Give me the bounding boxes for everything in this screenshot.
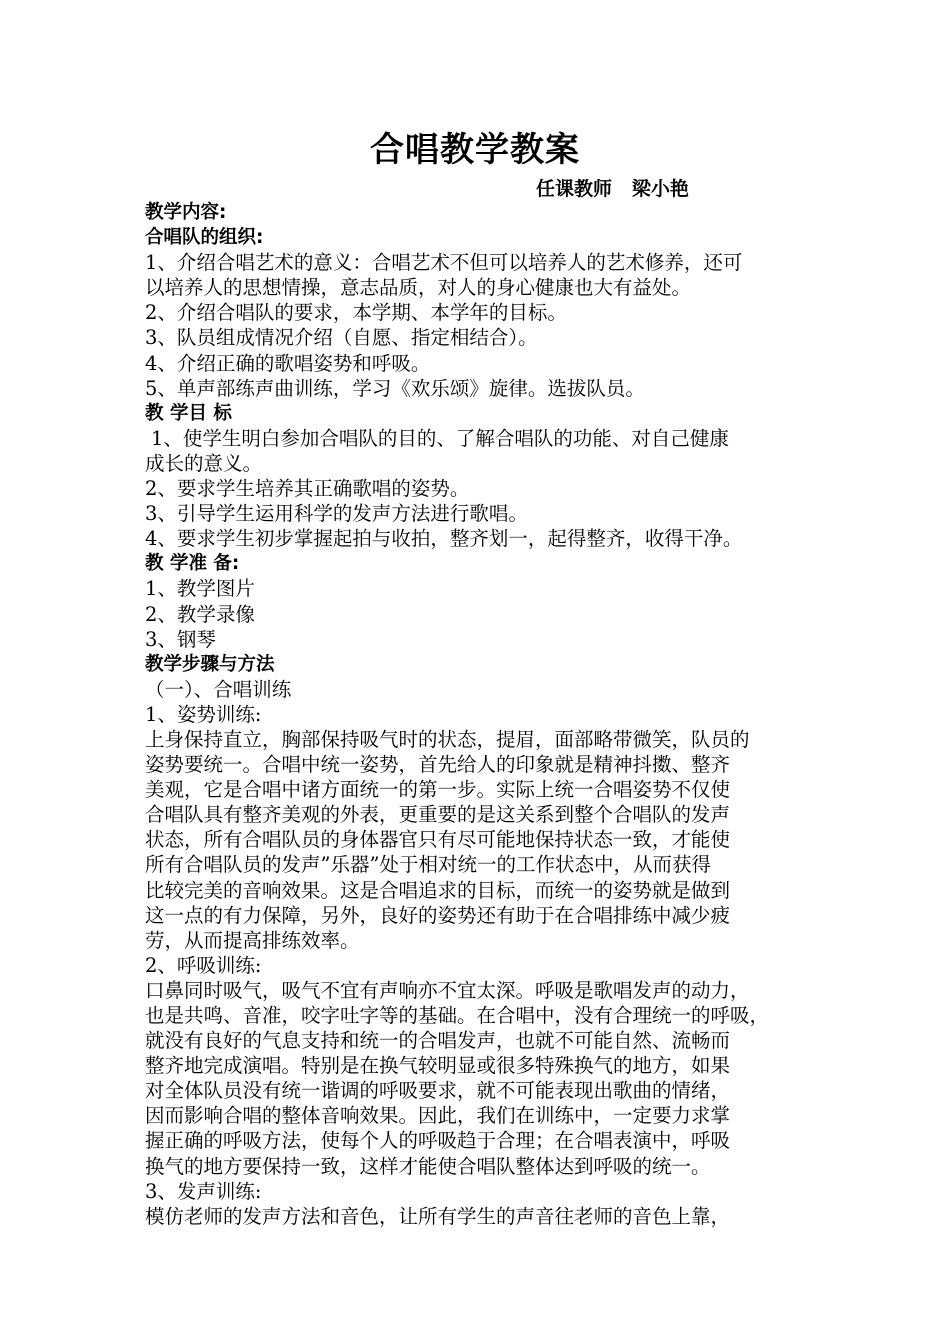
- body-text-line: 2、呼吸训练:: [145, 953, 262, 977]
- body-text-line: 换气的地方要保持一致，这样才能使合唱队整体达到呼吸的统一。: [145, 1154, 711, 1178]
- body-text-line: 1、介绍合唱艺术的意义：合唱艺术不但可以培养人的艺术修养，还可: [145, 251, 743, 275]
- body-text-line: 2、要求学生培养其正确歌唱的姿势。: [145, 477, 470, 501]
- section-heading: 教学步骤与方法: [145, 653, 275, 675]
- body-text-line: 美观，它是合唱中诸方面统一的第一步。实际上统一合唱姿势不仅使: [145, 778, 731, 802]
- body-text-line: 3、钢琴: [145, 627, 216, 651]
- body-text-line: 比较完美的音响效果。这是合唱追求的目标，而统一的姿势就是做到: [145, 878, 731, 902]
- body-text-line: 因而影响合唱的整体音响效果。因此，我们在训练中，一定要力求掌: [145, 1104, 731, 1128]
- body-text-line: 整齐地完成演唱。特别是在换气较明显或很多特殊换气的地方，如果: [145, 1054, 731, 1078]
- body-text-line: （一）、合唱训练: [145, 677, 292, 701]
- body-text-line: 合唱队具有整齐美观的外表，更重要的是这关系到整个合唱队的发声: [145, 803, 731, 827]
- body-text-line: 1、姿势训练:: [145, 702, 262, 726]
- section-heading: 教学内容:: [145, 202, 227, 223]
- body-text-line: 模仿老师的发声方法和音色，让所有学生的声音往老师的音色上靠，: [145, 1204, 731, 1228]
- body-text-line: 5、单声部练声曲训练，学习《欢乐颂》旋律。选拔队员。: [145, 376, 645, 400]
- body-text-line: 3、队员组成情况介绍（自愿、指定相结合）。: [145, 326, 538, 350]
- author-line: 任课教师 梁小艳: [536, 178, 689, 200]
- body-text-line: 所有合唱队员的发声”乐器”处于相对统一的工作状态中，从而获得: [145, 853, 711, 877]
- body-text-line: 口鼻同时吸气，吸气不宜有声响亦不宜太深。呼吸是歌唱发声的动力，: [145, 978, 750, 1002]
- body-text-line: 上身保持直立，胸部保持吸气时的状态，提眉，面部略带微笑，队员的: [145, 727, 750, 751]
- body-text-line: 4、介绍正确的歌唱姿势和呼吸。: [145, 351, 431, 375]
- section-heading: 教 学准 备:: [145, 553, 240, 575]
- body-text-line: 姿势要统一。合唱中统一姿势，首先给人的印象就是精神抖擞、整齐: [145, 753, 731, 777]
- body-text-line: 3、引导学生运用科学的发声方法进行歌唱。: [145, 502, 528, 526]
- body-text-line: 就没有良好的气息支持和统一的合唱发声，也就不可能自然、流畅而: [145, 1029, 731, 1053]
- body-text-line: 1、教学图片: [145, 577, 255, 601]
- document-title: 合唱教学教案: [370, 130, 580, 170]
- body-text-line: 劳，从而提高排练效率。: [145, 928, 360, 952]
- body-text-line: 握正确的呼吸方法，使每个人的呼吸趋于合理；在合唱表演中，呼吸: [145, 1129, 731, 1153]
- body-text-line: 成长的意义。: [145, 451, 263, 475]
- section-heading: 合唱队的组织:: [145, 227, 264, 249]
- body-text-line: 3、发声训练:: [145, 1179, 262, 1203]
- document-body: [145, 200, 817, 1229]
- section-heading: 教 学目 标: [145, 402, 232, 424]
- body-text-line: 状态，所有合唱队员的身体器官只有尽可能地保持状态一致，才能使: [145, 828, 731, 852]
- body-text-line: 以培养人的思想情操，意志品质，对人的身心健康也大有益处。: [145, 276, 692, 300]
- body-text-line: 2、教学录像: [145, 602, 255, 626]
- body-text-line: 这一点的有力保障，另外，良好的姿势还有助于在合唱排练中减少疲: [145, 903, 731, 927]
- body-text-line: 也是共鸣、音准，咬字吐字等的基础。在合唱中，没有合理统一的呼吸，: [145, 1004, 770, 1027]
- body-text-line: 1、使学生明白参加合唱队的目的、了解合唱队的功能、对自己健康: [151, 426, 729, 450]
- body-text-line: 4、要求学生初步掌握起拍与收拍，整齐划一，起得整齐，收得干净。: [145, 527, 743, 551]
- body-text-line: 对全体队员没有统一谐调的呼吸要求，就不可能表现出歌曲的情绪，: [145, 1079, 731, 1103]
- body-text-line: 2、介绍合唱队的要求，本学期、本学年的目标。: [145, 301, 567, 325]
